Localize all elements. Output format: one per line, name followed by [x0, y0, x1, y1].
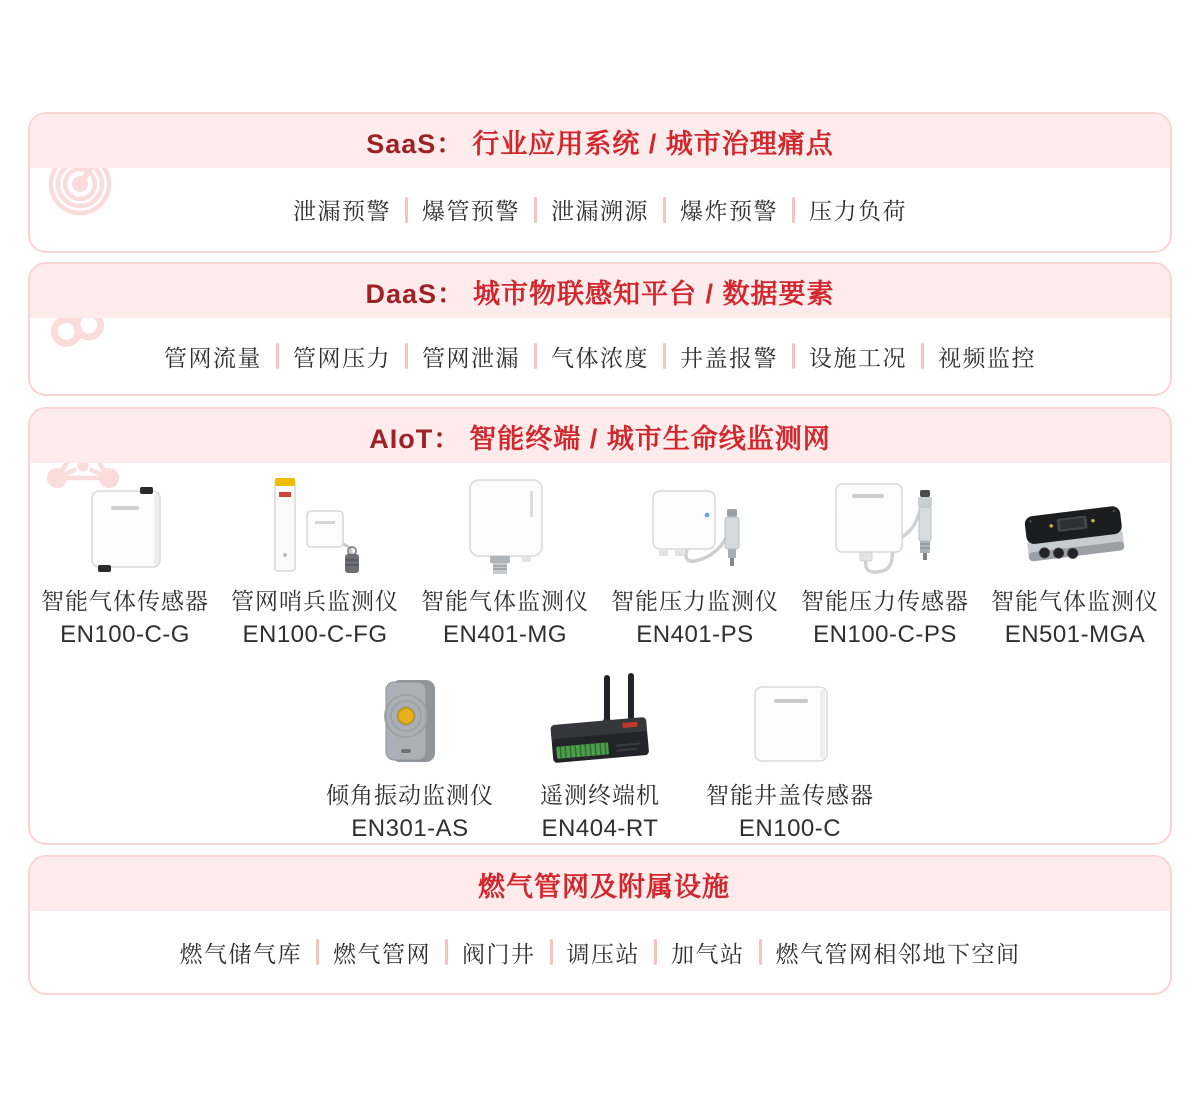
aiot-products-row-1 — [30, 479, 1170, 649]
list-item: 加气站 — [671, 940, 745, 967]
aiot-header-band — [30, 409, 1170, 463]
item-divider — [921, 343, 924, 369]
aiot-header-title: 智能终端 / 城市生命线监测网 — [469, 423, 831, 454]
list-item: 爆炸预警 — [680, 198, 778, 224]
product-photo-gas-sensor — [80, 479, 170, 575]
list-item: 燃气管网相邻地下空间 — [775, 940, 1021, 967]
device-illustration — [645, 483, 745, 575]
product-model: EN100-C — [738, 815, 842, 842]
aiot-card — [28, 407, 1172, 845]
item-divider — [550, 939, 553, 965]
device-illustration — [265, 475, 365, 575]
daas-card — [28, 262, 1172, 396]
product-card-en404-rt — [505, 673, 695, 843]
item-divider — [276, 343, 279, 369]
daas-header-band — [30, 264, 1170, 318]
list-item: 管网流量 — [164, 344, 262, 371]
device-illustration — [540, 673, 660, 769]
product-model: EN100-C-G — [60, 621, 190, 648]
daas-header-title: 城市物联感知平台 / 数据要素 — [473, 278, 835, 309]
daas-items-row — [30, 318, 1170, 394]
product-photo-pressure-sensor — [830, 479, 940, 575]
saas-header-title: 行业应用系统 / 城市治理痛点 — [472, 128, 834, 159]
infrastructure-header-title: 燃气管网及附属设施 — [478, 871, 730, 902]
list-item: 燃气管网 — [333, 940, 431, 967]
product-name: 遥测终端机 — [540, 782, 660, 808]
saas-card — [28, 112, 1172, 253]
item-divider — [663, 343, 666, 369]
product-photo-pipeline-sentinel — [265, 479, 365, 575]
item-divider — [316, 939, 319, 965]
product-name: 智能压力监测仪 — [611, 588, 779, 614]
list-item: 管网压力 — [293, 344, 391, 371]
daas-header-prefix: DaaS： — [365, 278, 466, 309]
product-card-en301-as — [315, 673, 505, 843]
device-illustration — [745, 679, 835, 769]
list-item: 设施工况 — [809, 344, 907, 371]
saas-header-band — [30, 114, 1170, 168]
list-item: 爆管预警 — [422, 198, 520, 224]
product-card-en401-mg — [410, 479, 600, 649]
product-model: EN501-MGA — [1004, 621, 1146, 648]
item-divider — [792, 197, 795, 223]
product-photo-gas-monitor-black — [1015, 479, 1135, 575]
product-card-en100-c-ps — [790, 479, 980, 649]
product-photo-telemetry-terminal — [540, 673, 660, 769]
list-item: 视频监控 — [938, 344, 1036, 371]
infrastructure-header-band — [30, 857, 1170, 911]
product-name: 智能压力传感器 — [801, 588, 969, 614]
item-divider — [534, 343, 537, 369]
product-photo-tilt-vibration-monitor — [375, 673, 445, 769]
list-item: 阀门井 — [462, 940, 536, 967]
device-illustration — [80, 483, 170, 575]
product-card-en100-c-g — [30, 479, 220, 649]
product-model: EN100-C-PS — [813, 621, 957, 648]
product-name: 智能气体监测仪 — [991, 588, 1159, 614]
list-item: 泄漏溯源 — [551, 198, 649, 224]
item-divider — [654, 939, 657, 965]
item-divider — [534, 197, 537, 223]
list-item: 气体浓度 — [551, 344, 649, 371]
list-item: 泄漏预警 — [293, 198, 391, 224]
list-item: 调压站 — [566, 940, 640, 967]
item-divider — [405, 197, 408, 223]
device-illustration — [830, 480, 940, 575]
product-photo-manhole-cover-sensor — [745, 673, 835, 769]
item-divider — [445, 939, 448, 965]
aiot-header-prefix: AIoT： — [369, 423, 462, 454]
product-card-en100-c — [695, 673, 885, 843]
product-model: EN401-PS — [636, 621, 754, 648]
product-photo-pressure-monitor — [645, 479, 745, 575]
product-name: 倾角振动监测仪 — [326, 782, 494, 808]
product-card-en401-ps — [600, 479, 790, 649]
aiot-products-row-2 — [30, 673, 1170, 843]
list-item: 压力负荷 — [809, 198, 907, 224]
product-card-en501-mga — [980, 479, 1170, 649]
list-item: 燃气储气库 — [179, 940, 302, 967]
item-divider — [663, 197, 666, 223]
product-name: 管网哨兵监测仪 — [231, 588, 399, 614]
item-divider — [405, 343, 408, 369]
device-illustration — [375, 674, 445, 769]
saas-items-row — [30, 168, 1170, 251]
product-name: 智能气体监测仪 — [421, 588, 589, 614]
item-divider — [759, 939, 762, 965]
device-illustration — [1015, 503, 1135, 575]
saas-header-prefix: SaaS： — [366, 128, 465, 159]
product-model: EN401-MG — [442, 621, 568, 648]
infrastructure-items-row — [30, 911, 1170, 993]
product-name: 智能井盖传感器 — [706, 782, 874, 808]
product-name: 智能气体传感器 — [41, 588, 209, 614]
product-model: EN404-RT — [541, 815, 659, 842]
product-model: EN301-AS — [351, 815, 469, 842]
product-photo-gas-monitor — [460, 479, 550, 575]
product-model: EN100-C-FG — [242, 621, 388, 648]
device-illustration — [460, 475, 550, 575]
infrastructure-card — [28, 855, 1172, 995]
item-divider — [792, 343, 795, 369]
product-card-en100-c-fg — [220, 479, 410, 649]
list-item: 井盖报警 — [680, 344, 778, 371]
list-item: 管网泄漏 — [422, 344, 520, 371]
